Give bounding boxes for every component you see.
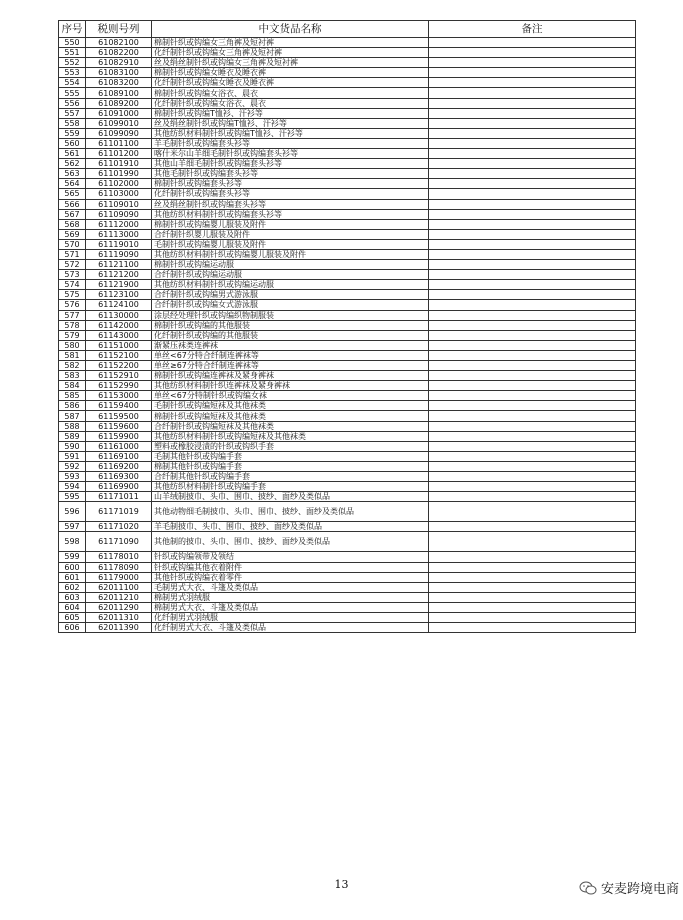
- cell-name: 合纤制针织或钩编女式游泳服: [152, 300, 429, 310]
- cell-remark: [429, 58, 636, 68]
- cell-code: 61142000: [86, 320, 152, 330]
- cell-no: 558: [59, 118, 86, 128]
- cell-name: 其他针织或钩编衣着零件: [152, 572, 429, 582]
- table-row: [59, 562, 636, 572]
- table-row: [59, 532, 636, 552]
- cell-no: 603: [59, 592, 86, 602]
- cell-name: 棉制针织或钩编连裤袜及紧身裤袜: [152, 371, 429, 381]
- watermark-text: 安麦跨境电商: [600, 882, 679, 897]
- cell-name: 化纤制男式大衣、斗篷及类似品: [152, 623, 429, 633]
- cell-code: 61130000: [86, 310, 152, 320]
- cell-remark: [429, 371, 636, 381]
- cell-code: 61082910: [86, 58, 152, 68]
- cell-code: 61153000: [86, 391, 152, 401]
- cell-code: 61169100: [86, 451, 152, 461]
- table-row: [59, 68, 636, 78]
- cell-remark: [429, 159, 636, 169]
- cell-remark: [429, 179, 636, 189]
- table-row: [59, 98, 636, 108]
- cell-no: 569: [59, 229, 86, 239]
- cell-remark: [429, 310, 636, 320]
- cell-name: 合纤制针织或钩编运动服: [152, 270, 429, 280]
- cell-no: 577: [59, 310, 86, 320]
- header-name: 中文货品名称: [152, 21, 429, 38]
- cell-no: 586: [59, 401, 86, 411]
- cell-name: 渐紧压袜类连裤袜: [152, 340, 429, 350]
- table-row: [59, 249, 636, 259]
- cell-name: 丝及绢丝制针织或钩编女三角裤及短衬裤: [152, 58, 429, 68]
- cell-no: 562: [59, 159, 86, 169]
- table-row: [59, 239, 636, 249]
- cell-name: 棉制男式大衣、斗篷及类似品: [152, 602, 429, 612]
- cell-remark: [429, 270, 636, 280]
- cell-remark: [429, 461, 636, 471]
- cell-remark: [429, 249, 636, 259]
- cell-remark: [429, 149, 636, 159]
- cell-code: 62011310: [86, 612, 152, 622]
- table-row: [59, 159, 636, 169]
- cell-remark: [429, 300, 636, 310]
- cell-name: 棉制针织或钩编女睡衣及睡衣裤: [152, 68, 429, 78]
- cell-name: 合纤制针织或钩编男式游泳服: [152, 290, 429, 300]
- table-row: [59, 290, 636, 300]
- cell-no: 604: [59, 602, 86, 612]
- cell-no: 596: [59, 502, 86, 522]
- table-row: [59, 431, 636, 441]
- cell-name: 毛制针织或钩编短袜及其他袜类: [152, 401, 429, 411]
- cell-code: 61121900: [86, 280, 152, 290]
- table-row: [59, 229, 636, 239]
- cell-name: 其他纺织材料制针织或钩编T恤衫、汗衫等: [152, 128, 429, 138]
- cell-no: 572: [59, 260, 86, 270]
- cell-code: 62011390: [86, 623, 152, 633]
- cell-remark: [429, 68, 636, 78]
- cell-code: 61101910: [86, 159, 152, 169]
- table-row: [59, 260, 636, 270]
- cell-code: 61082100: [86, 38, 152, 48]
- table-row: [59, 219, 636, 229]
- cell-code: 61083200: [86, 78, 152, 88]
- cell-no: 559: [59, 128, 86, 138]
- cell-code: 61121100: [86, 260, 152, 270]
- table-row: [59, 320, 636, 330]
- cell-code: 61159600: [86, 421, 152, 431]
- table-row: [59, 340, 636, 350]
- cell-remark: [429, 88, 636, 98]
- cell-no: 564: [59, 179, 86, 189]
- cell-code: 61178090: [86, 562, 152, 572]
- cell-no: 585: [59, 391, 86, 401]
- table-row: [59, 552, 636, 562]
- cell-name: 棉制针织或钩编的其他服装: [152, 320, 429, 330]
- cell-no: 601: [59, 572, 86, 582]
- cell-remark: [429, 290, 636, 300]
- cell-name: 合纤制针织婴儿服装及附件: [152, 229, 429, 239]
- cell-name: 其他纺织材料制针织或钩编手套: [152, 482, 429, 492]
- cell-remark: [429, 38, 636, 48]
- cell-code: 61159900: [86, 431, 152, 441]
- cell-name: 棉制针织或钩编婴儿服装及附件: [152, 219, 429, 229]
- table-row: [59, 88, 636, 98]
- cell-no: 551: [59, 48, 86, 58]
- table-row: [59, 602, 636, 612]
- header-no: 序号: [59, 21, 86, 38]
- cell-no: 568: [59, 219, 86, 229]
- table-row: [59, 451, 636, 461]
- cell-remark: [429, 502, 636, 522]
- cell-remark: [429, 169, 636, 179]
- cell-remark: [429, 199, 636, 209]
- table-row: [59, 209, 636, 219]
- cell-remark: [429, 209, 636, 219]
- cell-no: 580: [59, 340, 86, 350]
- cell-code: 61179000: [86, 572, 152, 582]
- cell-remark: [429, 260, 636, 270]
- table-row: [59, 179, 636, 189]
- cell-name: 棉制针织或钩编短袜及其他袜类: [152, 411, 429, 421]
- cell-name: 棉制针织或钩编T恤衫、汗衫等: [152, 108, 429, 118]
- cell-name: 喀什米尔山羊细毛制针织或钩编套头衫等: [152, 149, 429, 159]
- cell-remark: [429, 451, 636, 461]
- table-row: [59, 280, 636, 290]
- table-row: [59, 421, 636, 431]
- cell-no: 584: [59, 381, 86, 391]
- cell-code: 61143000: [86, 330, 152, 340]
- table-row: [59, 381, 636, 391]
- table-row: [59, 149, 636, 159]
- cell-remark: [429, 128, 636, 138]
- cell-no: 592: [59, 461, 86, 471]
- cell-code: 61152910: [86, 371, 152, 381]
- cell-code: 61161000: [86, 441, 152, 451]
- cell-no: 579: [59, 330, 86, 340]
- table-row: [59, 492, 636, 502]
- cell-name: 塑料或橡胶浸渍的针织或钩织手套: [152, 441, 429, 451]
- cell-remark: [429, 482, 636, 492]
- cell-name: 其他纺织材料制针织或钩编运动服: [152, 280, 429, 290]
- table-row: [59, 138, 636, 148]
- cell-name: 羊毛制披巾、头巾、围巾、披纱、面纱及类似品: [152, 522, 429, 532]
- cell-name: 单丝≥67分特合纤制连裤袜等: [152, 361, 429, 371]
- cell-remark: [429, 441, 636, 451]
- cell-remark: [429, 522, 636, 532]
- cell-no: 598: [59, 532, 86, 552]
- cell-name: 单丝<67分特制针织或钩编女袜: [152, 391, 429, 401]
- cell-remark: [429, 472, 636, 482]
- table-row: [59, 361, 636, 371]
- cell-remark: [429, 340, 636, 350]
- cell-name: 单丝<67分特合纤制连裤袜等: [152, 350, 429, 360]
- cell-remark: [429, 48, 636, 58]
- cell-code: 61169200: [86, 461, 152, 471]
- cell-remark: [429, 78, 636, 88]
- cell-code: 61169300: [86, 472, 152, 482]
- table-row: [59, 38, 636, 48]
- cell-remark: [429, 592, 636, 602]
- cell-remark: [429, 98, 636, 108]
- table-row: [59, 572, 636, 582]
- table-row: [59, 592, 636, 602]
- cell-remark: [429, 189, 636, 199]
- cell-code: 61159400: [86, 401, 152, 411]
- table-row: [59, 350, 636, 360]
- cell-remark: [429, 330, 636, 340]
- cell-code: 61113000: [86, 229, 152, 239]
- cell-code: 62011100: [86, 582, 152, 592]
- cell-name: 棉制针织或钩编女三角裤及短衬裤: [152, 38, 429, 48]
- cell-name: 山羊绒制披巾、头巾、围巾、披纱、面纱及类似品: [152, 492, 429, 502]
- table-row: [59, 58, 636, 68]
- cell-code: 61159500: [86, 411, 152, 421]
- cell-code: 61171020: [86, 522, 152, 532]
- cell-code: 61151000: [86, 340, 152, 350]
- table-row: [59, 270, 636, 280]
- cell-name: 羊毛制针织或钩编套头衫等: [152, 138, 429, 148]
- table-row: [59, 118, 636, 128]
- cell-name: 合纤制针织或钩编短袜及其他袜类: [152, 421, 429, 431]
- cell-name: 化纤制针织或钩编女睡衣及睡衣裤: [152, 78, 429, 88]
- cell-remark: [429, 401, 636, 411]
- cell-remark: [429, 572, 636, 582]
- cell-code: 61152990: [86, 381, 152, 391]
- cell-name: 毛制针织或钩编婴儿服装及附件: [152, 239, 429, 249]
- cell-code: 61152100: [86, 350, 152, 360]
- cell-no: 576: [59, 300, 86, 310]
- cell-code: 61103000: [86, 189, 152, 199]
- cell-name: 其他纺织材料制针织连裤袜及紧身裤袜: [152, 381, 429, 391]
- cell-name: 针织或钩编领带及领结: [152, 552, 429, 562]
- cell-remark: [429, 280, 636, 290]
- header-code: 税则号列: [86, 21, 152, 38]
- cell-remark: [429, 532, 636, 552]
- table-row: [59, 391, 636, 401]
- cell-code: 61083100: [86, 68, 152, 78]
- cell-no: 597: [59, 522, 86, 532]
- table-row: [59, 108, 636, 118]
- table-row: [59, 189, 636, 199]
- cell-no: 554: [59, 78, 86, 88]
- cell-code: 61089100: [86, 88, 152, 98]
- cell-no: 587: [59, 411, 86, 421]
- cell-code: 61171090: [86, 532, 152, 552]
- table-row: [59, 310, 636, 320]
- table-row: [59, 78, 636, 88]
- cell-remark: [429, 108, 636, 118]
- table-row: [59, 582, 636, 592]
- cell-code: 61091000: [86, 108, 152, 118]
- cell-no: 571: [59, 249, 86, 259]
- cell-name: 化纤制男式羽绒服: [152, 612, 429, 622]
- cell-no: 555: [59, 88, 86, 98]
- cell-name: 棉制男式羽绒服: [152, 592, 429, 602]
- table-header-row: [59, 21, 636, 38]
- table-row: [59, 522, 636, 532]
- cell-remark: [429, 219, 636, 229]
- table-row: [59, 128, 636, 138]
- table-row: [59, 199, 636, 209]
- cell-name: 其他动物细毛制披巾、头巾、围巾、披纱、面纱及类似品: [152, 502, 429, 522]
- cell-no: 605: [59, 612, 86, 622]
- cell-name: 其他纺织材料制针织或钩编套头衫等: [152, 209, 429, 219]
- cell-no: 582: [59, 361, 86, 371]
- table-row: [59, 472, 636, 482]
- cell-name: 丝及绢丝制针织或钩编套头衫等: [152, 199, 429, 209]
- cell-no: 595: [59, 492, 86, 502]
- cell-remark: [429, 623, 636, 633]
- cell-remark: [429, 602, 636, 612]
- cell-code: 61124100: [86, 300, 152, 310]
- cell-code: 61171019: [86, 502, 152, 522]
- cell-no: 590: [59, 441, 86, 451]
- cell-remark: [429, 361, 636, 371]
- cell-name: 棉制针织或钩编套头衫等: [152, 179, 429, 189]
- cell-code: 61119010: [86, 239, 152, 249]
- table-row: [59, 411, 636, 421]
- cell-no: 578: [59, 320, 86, 330]
- cell-code: 61101100: [86, 138, 152, 148]
- cell-code: 61112000: [86, 219, 152, 229]
- cell-remark: [429, 350, 636, 360]
- cell-code: 61109090: [86, 209, 152, 219]
- cell-remark: [429, 582, 636, 592]
- cell-code: 61099010: [86, 118, 152, 128]
- cell-name: 丝及绢丝制针织或钩编T恤衫、汗衫等: [152, 118, 429, 128]
- cell-remark: [429, 492, 636, 502]
- cell-name: 其他毛制针织或钩编套头衫等: [152, 169, 429, 179]
- wechat-icon: [579, 881, 597, 895]
- cell-no: 553: [59, 68, 86, 78]
- cell-no: 574: [59, 280, 86, 290]
- cell-no: 565: [59, 189, 86, 199]
- watermark: [579, 878, 679, 897]
- cell-no: 575: [59, 290, 86, 300]
- cell-code: 61178010: [86, 552, 152, 562]
- cell-code: 61102000: [86, 179, 152, 189]
- table-row: [59, 330, 636, 340]
- cell-no: 606: [59, 623, 86, 633]
- cell-no: 563: [59, 169, 86, 179]
- header-remark: 备注: [429, 21, 636, 38]
- cell-code: 61109010: [86, 199, 152, 209]
- cell-no: 556: [59, 98, 86, 108]
- cell-name: 涂层经处理针织或钩编织物制服装: [152, 310, 429, 320]
- cell-remark: [429, 391, 636, 401]
- cell-name: 毛制其他针织或钩编手套: [152, 451, 429, 461]
- cell-remark: [429, 229, 636, 239]
- table-row: [59, 612, 636, 622]
- cell-code: 61152200: [86, 361, 152, 371]
- cell-code: 62011290: [86, 602, 152, 612]
- table-row: [59, 461, 636, 471]
- cell-code: 61101990: [86, 169, 152, 179]
- cell-remark: [429, 239, 636, 249]
- cell-code: 61119090: [86, 249, 152, 259]
- cell-name: 针织或钩编其他衣着附件: [152, 562, 429, 572]
- cell-no: 599: [59, 552, 86, 562]
- cell-remark: [429, 562, 636, 572]
- cell-remark: [429, 411, 636, 421]
- table-row: [59, 502, 636, 522]
- page-number: 13: [334, 878, 349, 891]
- cell-name: 毛制男式大衣、斗篷及类似品: [152, 582, 429, 592]
- cell-no: 589: [59, 431, 86, 441]
- cell-name: 合纤制其他针织或钩编手套: [152, 472, 429, 482]
- cell-code: 61169900: [86, 482, 152, 492]
- cell-no: 560: [59, 138, 86, 148]
- table-row: [59, 401, 636, 411]
- cell-no: 573: [59, 270, 86, 280]
- cell-remark: [429, 320, 636, 330]
- table-row: [59, 48, 636, 58]
- cell-no: 588: [59, 421, 86, 431]
- cell-name: 棉制针织或钩编运动服: [152, 260, 429, 270]
- table-row: [59, 441, 636, 451]
- cell-no: 566: [59, 199, 86, 209]
- cell-no: 600: [59, 562, 86, 572]
- cell-remark: [429, 612, 636, 622]
- cell-no: 581: [59, 350, 86, 360]
- cell-remark: [429, 381, 636, 391]
- cell-remark: [429, 431, 636, 441]
- cell-name: 其他制的披巾、头巾、围巾、披纱、面纱及类似品: [152, 532, 429, 552]
- cell-code: 62011210: [86, 592, 152, 602]
- cell-no: 567: [59, 209, 86, 219]
- cell-name: 化纤制针织或钩编的其他服装: [152, 330, 429, 340]
- cell-name: 化纤制针织或钩编套头衫等: [152, 189, 429, 199]
- cell-remark: [429, 118, 636, 128]
- cell-name: 其他纺织材料制针织或钩编短袜及其他袜类: [152, 431, 429, 441]
- table-row: [59, 623, 636, 633]
- cell-code: 61121200: [86, 270, 152, 280]
- cell-code: 61099090: [86, 128, 152, 138]
- cell-name: 棉制针织或钩编女浴衣、晨衣: [152, 88, 429, 98]
- cell-name: 其他纺织材料制针织或钩编婴儿服装及附件: [152, 249, 429, 259]
- cell-name: 其他山羊细毛制针织或钩编套头衫等: [152, 159, 429, 169]
- cell-no: 591: [59, 451, 86, 461]
- cell-no: 557: [59, 108, 86, 118]
- cell-remark: [429, 421, 636, 431]
- cell-code: 61171011: [86, 492, 152, 502]
- table-row: [59, 169, 636, 179]
- cell-name: 化纤制针织或钩编女三角裤及短衬裤: [152, 48, 429, 58]
- cell-code: 61123100: [86, 290, 152, 300]
- table-row: [59, 300, 636, 310]
- cell-code: 61089200: [86, 98, 152, 108]
- cell-remark: [429, 138, 636, 148]
- table-row: [59, 482, 636, 492]
- cell-no: 602: [59, 582, 86, 592]
- cell-no: 570: [59, 239, 86, 249]
- cell-no: 552: [59, 58, 86, 68]
- cell-code: 61082200: [86, 48, 152, 58]
- cell-code: 61101200: [86, 149, 152, 159]
- cell-no: 594: [59, 482, 86, 492]
- cell-name: 化纤制针织或钩编女浴衣、晨衣: [152, 98, 429, 108]
- cell-no: 593: [59, 472, 86, 482]
- cell-remark: [429, 552, 636, 562]
- cell-no: 550: [59, 38, 86, 48]
- cell-name: 棉制其他针织或钩编手套: [152, 461, 429, 471]
- cell-no: 561: [59, 149, 86, 159]
- cell-no: 583: [59, 371, 86, 381]
- goods-table: [58, 20, 636, 633]
- table-row: [59, 371, 636, 381]
